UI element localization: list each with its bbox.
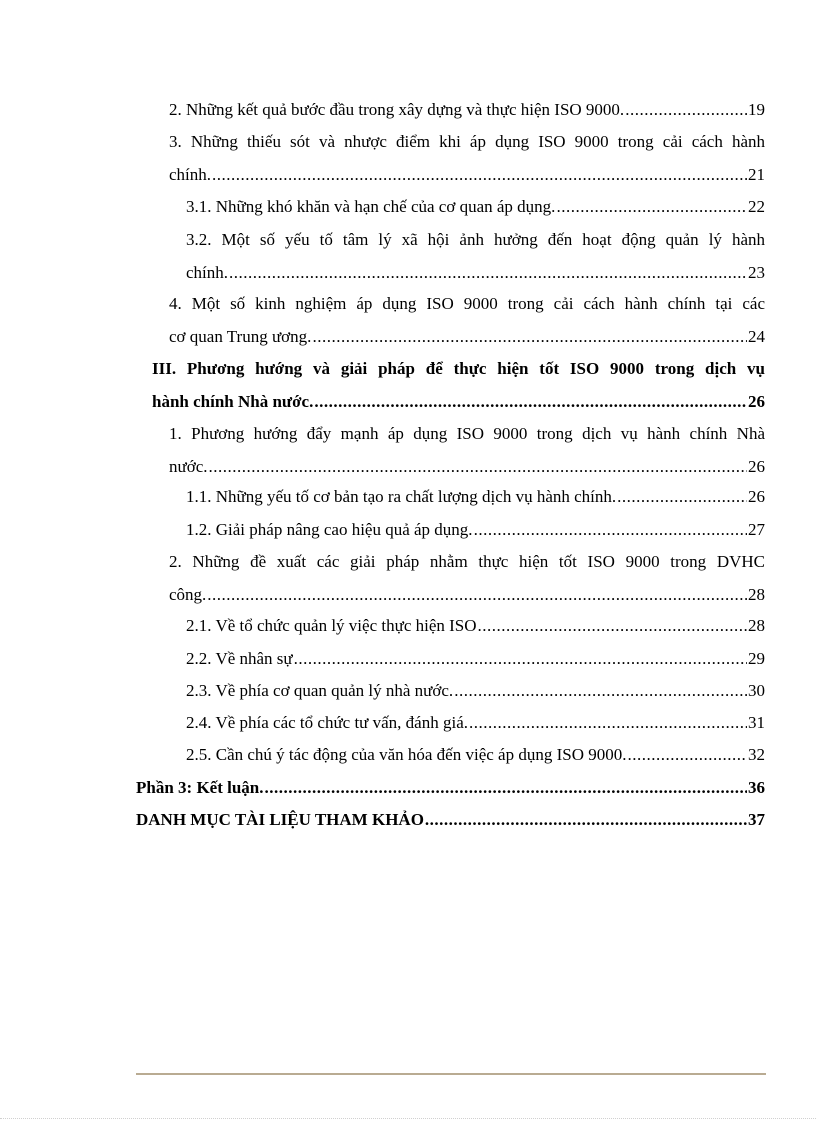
toc-entry bbox=[186, 481, 765, 514]
toc-entry-text: 3. Những thiếu sót và nhược điểm khi áp dụng ISO 9000 trong cải cách hành bbox=[169, 132, 765, 151]
toc-entry-text: 2. Những kết quả bước đầu trong xây dựng và thực hiện ISO 9000. bbox=[169, 100, 625, 119]
toc-entry-text: DANH MỤC TÀI LIỆU THAM KHẢO bbox=[136, 810, 424, 829]
toc-entry bbox=[186, 224, 765, 289]
toc-entry-text-cont: hành chính Nhà nước. bbox=[152, 391, 314, 411]
page-bottom-dotted-edge bbox=[0, 1118, 816, 1119]
toc-entry bbox=[186, 643, 765, 676]
toc-page-number: 28 bbox=[748, 584, 765, 604]
toc-entry bbox=[186, 739, 765, 772]
toc-leader-dots bbox=[454, 675, 747, 708]
toc-page-number: 29 bbox=[748, 649, 765, 668]
toc-entry-text-cont: công. bbox=[169, 584, 207, 604]
toc-page-number: 22 bbox=[748, 197, 765, 216]
toc-entry-text: III. Phương hướng và giải pháp để thực hiện tốt ISO 9000 trong dịch vụ bbox=[152, 359, 765, 378]
toc-entry-text: 2.3. Về phía cơ quan quản lý nhà nước. bbox=[186, 681, 454, 700]
toc-entry bbox=[169, 418, 765, 483]
toc-leader-dots bbox=[627, 739, 747, 772]
toc-leader-dots bbox=[265, 772, 747, 805]
toc-leader-dots bbox=[314, 386, 747, 419]
toc-page-number: 32 bbox=[748, 745, 765, 764]
toc-entry-text: 1.2. Giải pháp nâng cao hiệu quả áp dụng. bbox=[186, 520, 473, 539]
toc-page-number: 36 bbox=[748, 778, 765, 797]
toc-entry-text: 1.1. Những yếu tố cơ bản tạo ra chất lượng dịch vụ hành chính. bbox=[186, 487, 617, 506]
toc-entry bbox=[169, 94, 765, 127]
toc-entry bbox=[186, 610, 765, 643]
toc-entry bbox=[186, 514, 765, 547]
toc-leader-dots bbox=[474, 514, 747, 547]
toc-leader-dots bbox=[209, 451, 748, 484]
toc-entry bbox=[169, 288, 765, 353]
toc-page-number: 21 bbox=[748, 164, 765, 184]
toc-page-number: 37 bbox=[748, 810, 765, 829]
toc-entry-text: 2. Những đề xuất các giải pháp nhằm thực hiện tốt ISO 9000 trong DVHC bbox=[169, 552, 765, 571]
toc-entry bbox=[186, 707, 765, 740]
toc-page-number: 30 bbox=[748, 681, 765, 700]
toc-entry-text-cont: chính. bbox=[169, 164, 212, 184]
toc-entry-text-cont: cơ quan Trung ương. bbox=[169, 326, 312, 346]
toc-page-number: 23 bbox=[748, 262, 765, 282]
toc-page-number: 31 bbox=[748, 713, 765, 732]
toc-page-number: 24 bbox=[748, 326, 765, 346]
toc-page-number: 26 bbox=[748, 391, 765, 411]
toc-leader-dots bbox=[469, 707, 747, 740]
toc-page-number: 27 bbox=[748, 520, 765, 539]
toc-entry-text: Phần 3: Kết luận. bbox=[136, 778, 264, 797]
toc-entry bbox=[186, 675, 765, 708]
toc-entry-text: 1. Phương hướng đẩy mạnh áp dụng ISO 9000 trong dịch vụ hành chính Nhà bbox=[169, 424, 765, 443]
toc-leader-dots bbox=[312, 321, 747, 354]
toc-page-number: 19 bbox=[748, 100, 765, 119]
toc-leader-dots bbox=[229, 257, 747, 290]
toc-leader-dots bbox=[212, 159, 747, 192]
toc-entry-text-cont: nước. bbox=[169, 456, 208, 476]
footer-rule bbox=[136, 1073, 766, 1075]
toc-entry-text: 2.4. Về phía các tổ chức tư vấn, đánh giá. bbox=[186, 713, 468, 732]
toc-page-number: 28 bbox=[748, 616, 765, 635]
toc-leader-dots bbox=[294, 643, 747, 676]
toc-leader-dots bbox=[625, 94, 747, 127]
toc-entry bbox=[169, 546, 765, 611]
toc-leader-dots bbox=[207, 579, 747, 612]
toc-entry-text: 2.5. Cần chú ý tác động của văn hóa đến việc áp dụng ISO 9000. bbox=[186, 745, 627, 764]
toc-entry bbox=[186, 191, 765, 224]
toc-entry bbox=[169, 126, 765, 191]
toc-entry-text: 2.2. Về nhân sự bbox=[186, 649, 293, 668]
toc-leader-dots bbox=[425, 804, 747, 837]
toc-entry-text: 2.1. Về tổ chức quản lý việc thực hiện ISO bbox=[186, 616, 477, 635]
toc-leader-dots bbox=[617, 481, 747, 514]
toc-section-entry bbox=[152, 353, 765, 418]
toc-page-number: 26 bbox=[748, 456, 765, 476]
toc-part-entry bbox=[136, 804, 765, 837]
toc-part-entry bbox=[136, 772, 765, 805]
toc-entry-text: 4. Một số kinh nghiệm áp dụng ISO 9000 trong cải cách hành chính tại các bbox=[169, 294, 765, 313]
toc-entry-text: 3.1. Những khó khăn và hạn chế của cơ quan áp dụng. bbox=[186, 197, 556, 216]
toc-entry-text-cont: chính. bbox=[186, 262, 229, 282]
toc-leader-dots bbox=[478, 610, 747, 643]
toc-leader-dots bbox=[556, 191, 747, 224]
toc-entry-text: 3.2. Một số yếu tố tâm lý xã hội ảnh hưởng đến hoạt động quản lý hành bbox=[186, 230, 765, 249]
toc-page-number: 26 bbox=[748, 487, 765, 506]
